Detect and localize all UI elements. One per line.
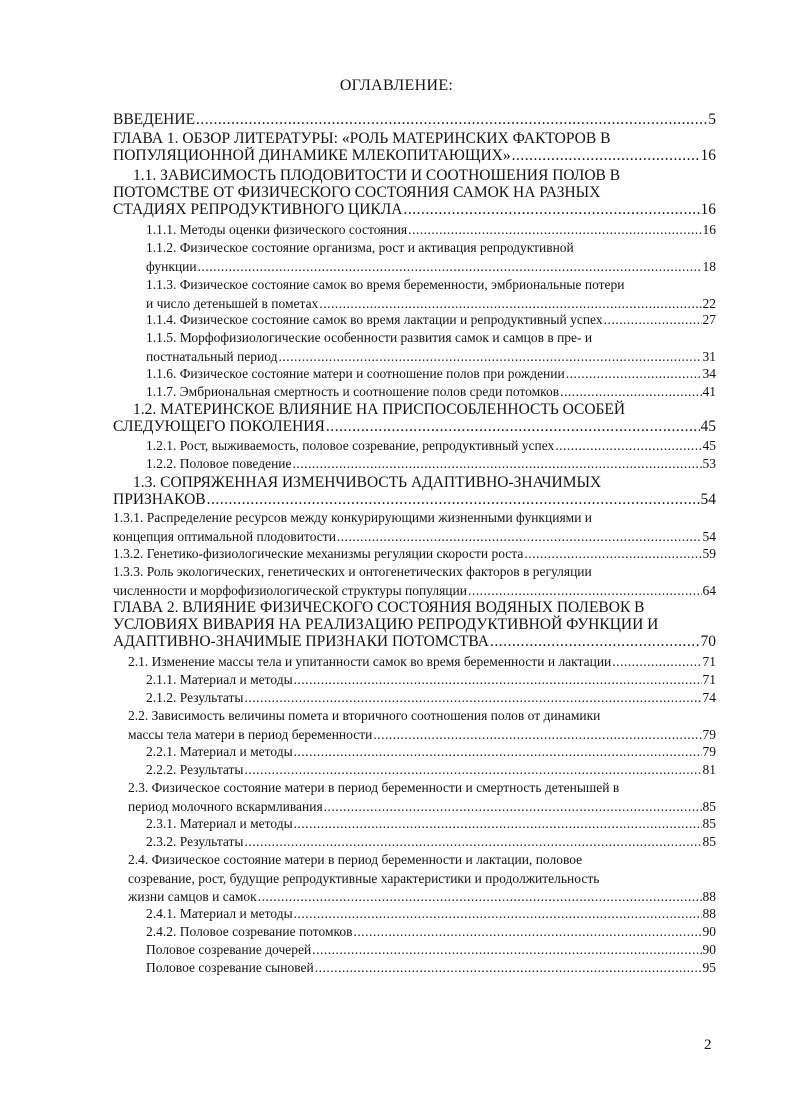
toc-dot-leader <box>560 383 701 402</box>
toc-entry-title: 1.1.1. Методы оценки физического состояния <box>146 222 408 237</box>
toc-entry-title: 2.4.1. Материал и методы <box>146 906 293 921</box>
toc-page-number: 16 <box>700 147 716 164</box>
toc-entry-title: СТАДИЯХ РЕПРОДУКТИВНОГО ЦИКЛА <box>113 201 403 218</box>
toc-page-number: 90 <box>702 924 716 939</box>
toc-page-number: 79 <box>702 726 716 742</box>
toc-page-number: 59 <box>702 546 716 561</box>
toc-dot-leader <box>524 545 701 564</box>
toc-entry-title: 1.3.2. Генетико-физиологические механизмы регуляции скорости роста <box>113 546 524 561</box>
toc-dot-leader <box>294 905 702 924</box>
toc-page-number: 85 <box>702 834 716 849</box>
toc-entry-title: 1.2.1. Рост, выживаемость, половое созревание, репродуктивный успех <box>146 438 555 453</box>
toc-entry-title: численности и морфофизиологической структуры популяции <box>113 582 467 598</box>
toc-dot-leader <box>294 743 702 762</box>
toc-page-number: 31 <box>702 348 716 364</box>
toc-entry-title: 1.1.5. Морфофизиологические особенности развития самок и самцов в пре- и <box>146 330 593 345</box>
toc-page-number: 53 <box>702 456 716 471</box>
toc-entry-title: и число детенышей в пометах <box>146 295 319 311</box>
toc-dot-leader <box>326 418 700 435</box>
toc-page-number: 5 <box>708 111 716 128</box>
toc-page-number: 27 <box>702 312 716 327</box>
toc-entry-title: 2.2. Зависимость величины помета и вторичного соотношения полов от динамики <box>128 708 601 723</box>
toc-entry-title: ПОТОМСТВЕ ОТ ФИЗИЧЕСКОГО СОСТОЯНИЯ САМОК НА РАЗНЫХ <box>113 184 601 201</box>
toc-page-number: 85 <box>702 798 716 814</box>
toc-dot-leader <box>293 455 702 474</box>
toc-entry-title: 2.4. Физическое состояние матери в период беременности и лактации, половое <box>128 852 583 867</box>
toc-dot-leader <box>312 941 701 960</box>
toc-dot-leader <box>196 111 707 128</box>
toc-entry-title: 2.2.1. Материал и методы <box>146 744 293 759</box>
toc-entry-title: 1.3. СОПРЯЖЕННАЯ ИЗМЕНЧИВОСТЬ АДАПТИВНО-ЗНАЧИМЫХ <box>133 474 602 491</box>
toc-entry-title: концепция оптимальной плодовитости <box>113 528 336 544</box>
toc-page-number: 54 <box>702 528 716 544</box>
toc-dot-leader <box>294 671 702 690</box>
toc-page-number: 71 <box>702 654 716 669</box>
toc-page-number: 54 <box>700 491 716 508</box>
toc-entry-title: УСЛОВИЯХ ВИВАРИЯ НА РЕАЛИЗАЦИЮ РЕПРОДУКТИВНОЙ ФУНКЦИИ И <box>113 616 659 633</box>
toc-dot-leader <box>468 582 702 601</box>
toc-page-number: 95 <box>702 960 716 975</box>
toc-dot-leader <box>354 923 702 942</box>
toc-entry-title: 2.2.2. Результаты <box>146 762 244 777</box>
toc-entry-title: ПОПУЛЯЦИОННОЙ ДИНАМИКЕ МЛЕКОПИТАЮЩИХ» <box>113 147 511 164</box>
toc-page-number: 71 <box>702 672 716 687</box>
toc-entry-title: 1.1.2. Физическое состояние организма, рост и активация репродуктивной <box>146 240 574 255</box>
toc-entry-title: Половое созревание сыновей <box>146 960 314 975</box>
toc-entry-title: 2.1.1. Материал и методы <box>146 672 293 687</box>
toc-dot-leader <box>198 258 702 277</box>
toc-entry-title: 1.1. ЗАВИСИМОСТЬ ПЛОДОВИТОСТИ И СООТНОШЕНИЯ ПОЛОВ В <box>133 167 621 184</box>
page-number: 2 <box>704 1037 712 1053</box>
toc-dot-leader <box>245 761 702 780</box>
toc-dot-leader <box>512 147 700 164</box>
page-title: ОГЛАВЛЕНИЕ: <box>339 77 454 94</box>
toc-entry-title: постнатальный период <box>146 348 278 364</box>
toc-dot-leader <box>490 633 700 650</box>
toc-page-number: 88 <box>702 889 716 904</box>
toc-entry-title: СЛЕДУЮЩЕГО ПОКОЛЕНИЯ <box>113 418 325 435</box>
toc-entry-title: ГЛАВА 1. ОБЗОР ЛИТЕРАТУРЫ: «РОЛЬ МАТЕРИНСКИХ ФАКТОРОВ В <box>113 130 611 147</box>
toc-entry-title: 1.1.7. Эмбриональная смертность и соотношение полов среди потомков <box>146 384 560 399</box>
toc-entry-title: Половое созревание дочерей <box>146 942 312 957</box>
toc-dot-leader <box>403 201 699 218</box>
toc-entry-title: 1.1.4. Физическое состояние самок во время лактации и репродуктивный успех <box>146 312 603 327</box>
toc-entry-title: 1.2. МАТЕРИНСКОЕ ВЛИЯНИЕ НА ПРИСПОСОБЛЕННОСТЬ ОСОБЕЙ <box>133 401 626 418</box>
toc-dot-leader <box>555 437 701 456</box>
toc-entry-title: 2.1. Изменение массы тела и упитанности самок во время беременности и лактации <box>128 654 612 669</box>
toc-entry-title: жизни самцов и самок <box>128 889 257 904</box>
toc-dot-leader <box>315 959 702 978</box>
toc-entry-title: 1.3.3. Роль экологических, генетических и онтогенетических факторов в регуляции <box>113 564 592 579</box>
toc-page-number: 64 <box>702 582 716 598</box>
toc-dot-leader <box>337 528 702 547</box>
toc-page-number: 45 <box>702 438 716 453</box>
toc-entry-title: ГЛАВА 2. ВЛИЯНИЕ ФИЗИЧЕСКОГО СОСТОЯНИЯ ВОДЯНЫХ ПОЛЕВОК В <box>113 599 645 616</box>
toc-page-number: 70 <box>700 633 716 650</box>
toc-page-number: 22 <box>702 295 716 311</box>
toc-entry-title: 1.3.1. Распределение ресурсов между конкурирующими жизненными функциями и <box>113 510 593 525</box>
toc-entry-title: 2.3.1. Материал и методы <box>146 816 293 831</box>
toc-dot-leader <box>207 491 700 508</box>
toc-entry-title: 2.4.2. Половое созревание потомков <box>146 924 353 939</box>
toc-dot-leader <box>604 311 702 330</box>
toc-entry-title: период молочного вскармливания <box>128 798 323 814</box>
toc-entry-title: АДАПТИВНО-ЗНАЧИМЫЕ ПРИЗНАКИ ПОТОМСТВА <box>113 633 489 650</box>
toc-page-number: 88 <box>702 906 716 921</box>
toc-entry-title: 2.3. Физическое состояние матери в период беременности и смертность детенышей в <box>128 780 620 795</box>
toc-page-number: 41 <box>702 384 716 399</box>
toc-page-number: 74 <box>702 690 716 705</box>
toc-page-number: 18 <box>702 258 716 274</box>
toc-dot-leader <box>258 888 702 907</box>
toc-entry-title: функции <box>146 258 197 274</box>
toc-dot-leader <box>294 815 702 834</box>
toc-dot-leader <box>245 833 702 852</box>
toc-entry-title: созревание, рост, будущие репродуктивные характеристики и продолжительность <box>128 870 600 886</box>
toc-entry-title: 1.1.3. Физическое состояние самок во время беременности, эмбриональные потери <box>146 277 625 292</box>
toc-page-number: 45 <box>700 418 716 435</box>
toc-entry-title: 1.1.6. Физическое состояние матери и соотношение полов при рождении <box>146 366 565 381</box>
toc-entry-title: ПРИЗНАКОВ <box>113 491 206 508</box>
toc-entry-title: 2.3.2. Результаты <box>146 834 244 849</box>
toc-page-number: 16 <box>702 222 716 237</box>
toc-dot-leader <box>566 365 702 384</box>
toc-dot-leader <box>324 798 702 817</box>
toc-page-number: 90 <box>702 942 716 957</box>
toc-entry-title: массы тела матери в период беременности <box>128 726 373 742</box>
toc-page-number: 81 <box>702 762 716 777</box>
toc-page-number: 85 <box>702 816 716 831</box>
toc-entry-title: 2.1.2. Результаты <box>146 690 244 705</box>
toc-dot-leader <box>245 689 702 708</box>
toc-page-number: 79 <box>702 744 716 759</box>
toc-dot-leader <box>612 653 701 672</box>
toc-dot-leader <box>278 348 701 367</box>
toc-dot-leader <box>408 221 701 240</box>
toc-page-number: 34 <box>702 366 716 381</box>
toc-entry-title: ВВЕДЕНИЕ <box>113 111 196 128</box>
toc-page-number: 16 <box>700 201 716 218</box>
toc-dot-leader <box>373 726 701 745</box>
toc-entry-title: 1.2.2. Половое поведение <box>146 456 292 471</box>
